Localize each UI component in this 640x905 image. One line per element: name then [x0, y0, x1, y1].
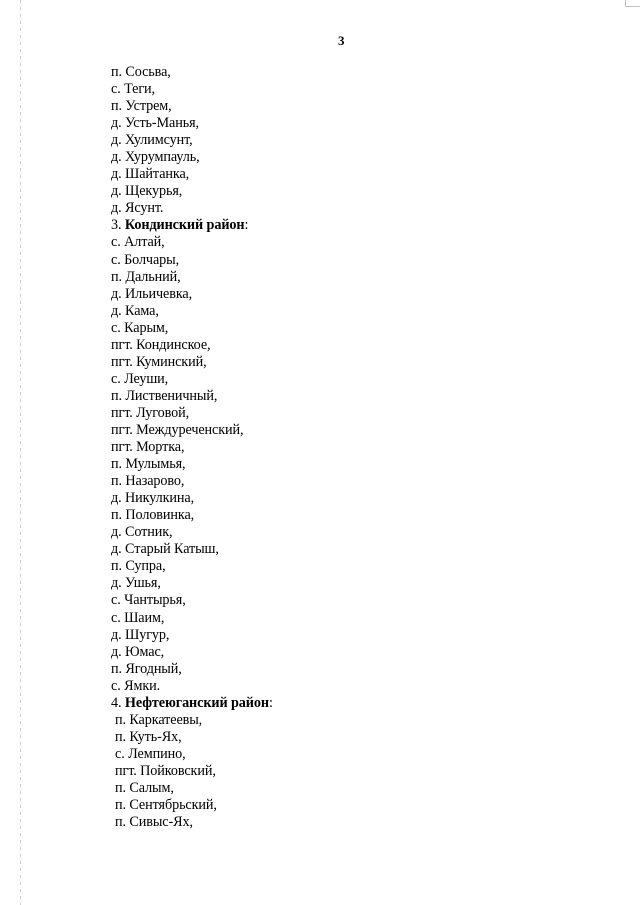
- settlement-item: д. Старый Катыш,: [111, 541, 219, 558]
- settlement-item: д. Юмас,: [111, 643, 165, 660]
- settlement-item: д. Ясунт.: [111, 200, 164, 217]
- scan-edge-mark: [20, 0, 21, 905]
- settlement-item: д. Хурумпауль,: [111, 149, 200, 166]
- settlement-item: пгт. Мортка,: [111, 439, 185, 456]
- settlement-item: п. Супра,: [111, 558, 166, 575]
- section-heading: [111, 217, 273, 234]
- settlement-item: пгт. Куминский,: [111, 353, 207, 370]
- settlement-item: с. Лемпино,: [115, 745, 186, 762]
- settlement-item: п. Салым,: [115, 779, 174, 796]
- section-number: 3.: [111, 217, 125, 234]
- page-number: 3: [338, 33, 345, 48]
- settlement-item: п. Мулымья,: [111, 456, 186, 473]
- settlement-item: п. Сивыс-Ях,: [115, 814, 193, 831]
- section-heading: [111, 695, 273, 712]
- settlement-item: д. Никулкина,: [111, 490, 195, 507]
- settlement-item: п. Дальний,: [111, 268, 181, 285]
- settlement-item: п. Куть-Ях,: [115, 728, 182, 745]
- settlement-item: п. Назарово,: [111, 473, 185, 490]
- settlement-item: с. Карым,: [111, 319, 169, 336]
- settlement-item: с. Теги,: [111, 81, 155, 98]
- section-title: Кондинский район: [124, 217, 245, 234]
- section-colon: :: [268, 694, 273, 711]
- settlement-item: п. Сосьва,: [111, 64, 171, 80]
- settlement-item: п. Устрем,: [111, 98, 172, 115]
- settlement-item: пгт. Луговой,: [111, 404, 190, 421]
- settlement-item: д. Шайтанка,: [111, 166, 190, 183]
- settlement-item: д. Шугур,: [111, 626, 170, 643]
- settlement-item: с. Болчары,: [111, 251, 180, 268]
- settlement-item: с. Алтай,: [111, 234, 165, 251]
- settlement-item: с. Чантырья,: [111, 592, 186, 609]
- settlement-item: п. Сентябрьский,: [115, 797, 217, 814]
- settlement-item: пгт. Междуреченский,: [111, 421, 244, 438]
- settlement-item: пгт. Пойковский,: [115, 762, 216, 779]
- settlement-item: с. Ямки.: [111, 677, 161, 694]
- section-colon: :: [244, 217, 249, 234]
- settlement-item: д. Сотник,: [111, 524, 173, 541]
- section-title: Нефтеюганский район: [124, 694, 269, 711]
- settlement-item: п. Лиственичный,: [111, 387, 218, 404]
- section-number: 4.: [111, 694, 125, 711]
- settlement-item: д. Хулимсунт,: [111, 132, 193, 149]
- settlement-list: [111, 64, 273, 831]
- settlement-item: д. Усть-Манья,: [111, 115, 199, 132]
- settlement-item: пгт. Кондинское,: [111, 336, 211, 353]
- settlement-item: д. Кама,: [111, 302, 159, 319]
- settlement-item: п. Ягодный,: [111, 660, 182, 677]
- settlement-item: д. Ушья,: [111, 575, 161, 592]
- settlement-item: с. Леуши,: [111, 370, 169, 387]
- settlement-item: п. Половинка,: [111, 507, 195, 524]
- settlement-item: с. Шаим,: [111, 609, 165, 626]
- scan-corner-mark: [625, 0, 640, 7]
- settlement-item: п. Каркатеевы,: [115, 711, 203, 728]
- settlement-item: д. Ильичевка,: [111, 285, 193, 302]
- settlement-item: д. Щекурья,: [111, 183, 183, 200]
